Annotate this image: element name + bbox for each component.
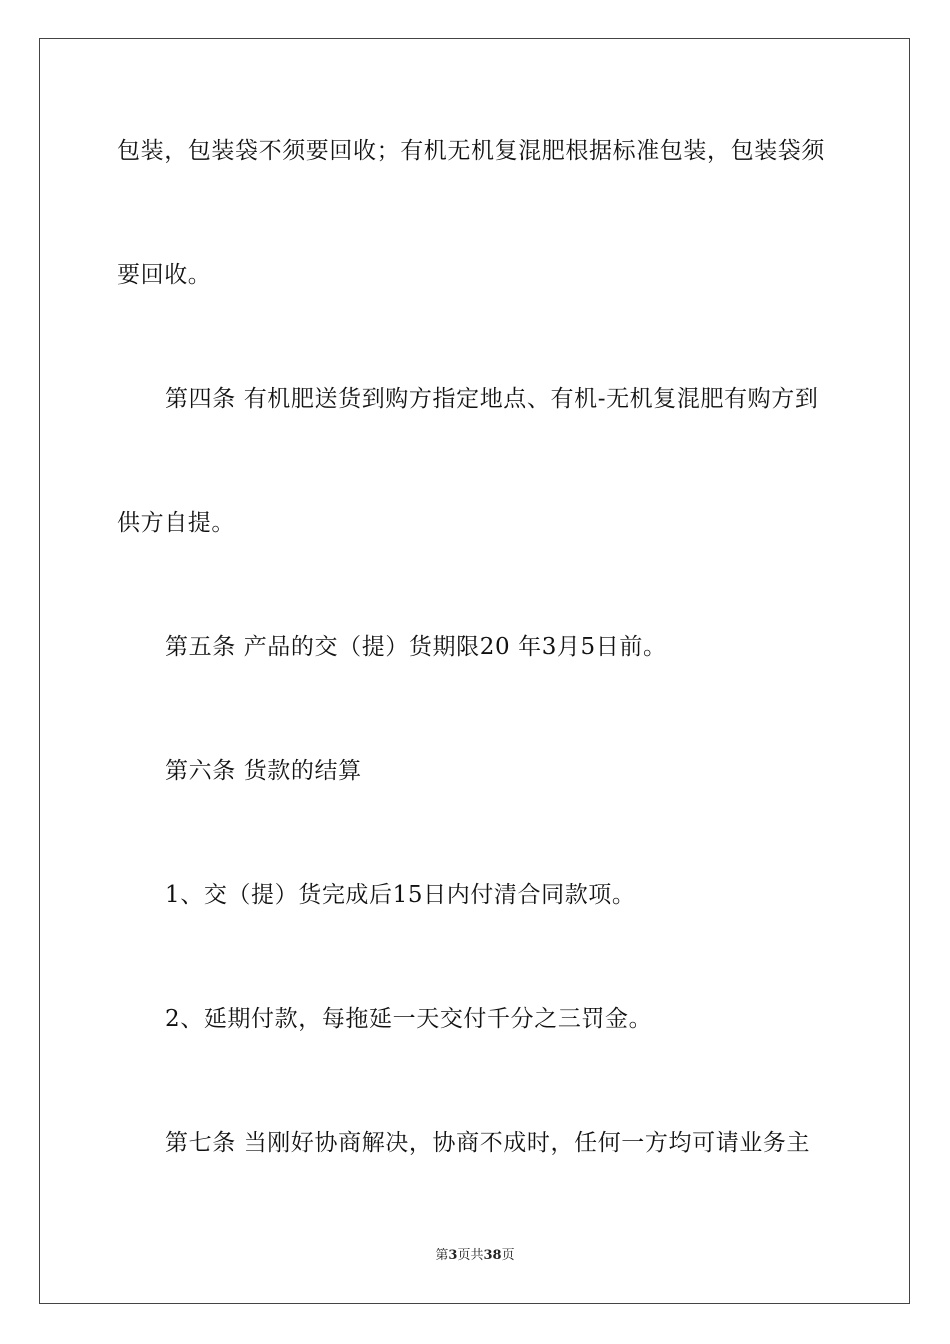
text-line-2: 要回收。: [117, 262, 212, 288]
text-line-4: 供方自提。: [117, 510, 235, 536]
text-line-6: 第六条 货款的结算: [165, 758, 362, 784]
text-line-7: 1、交（提）货完成后15日内付清合同款项。: [165, 882, 636, 908]
text-line-8: 2、延期付款，每拖延一天交付千分之三罚金。: [165, 1006, 653, 1032]
text-line-9: 第七条 当刚好协商解决，协商不成时，任何一方均可请业务主: [165, 1130, 811, 1156]
footer-page-number: 3: [448, 1248, 458, 1263]
page-footer: [0, 1247, 950, 1265]
text-line-5: 第五条 产品的交（提）货期限20 年3月5日前。: [165, 634, 667, 660]
text-line-1: 包装，包装袋不须要回收；有机无机复混肥根据标准包装，包装袋须: [117, 138, 825, 164]
footer-total-suffix: 页: [501, 1248, 515, 1263]
footer-total-prefix: 共: [470, 1248, 484, 1263]
footer-page-prefix: 第: [435, 1248, 449, 1263]
footer-page-suffix: 页: [457, 1248, 471, 1263]
page-border: [39, 38, 910, 1304]
text-line-3: 第四条 有机肥送货到购方指定地点、有机-无机复混肥有购方到: [165, 386, 819, 412]
footer-total-pages: 38: [483, 1248, 502, 1263]
